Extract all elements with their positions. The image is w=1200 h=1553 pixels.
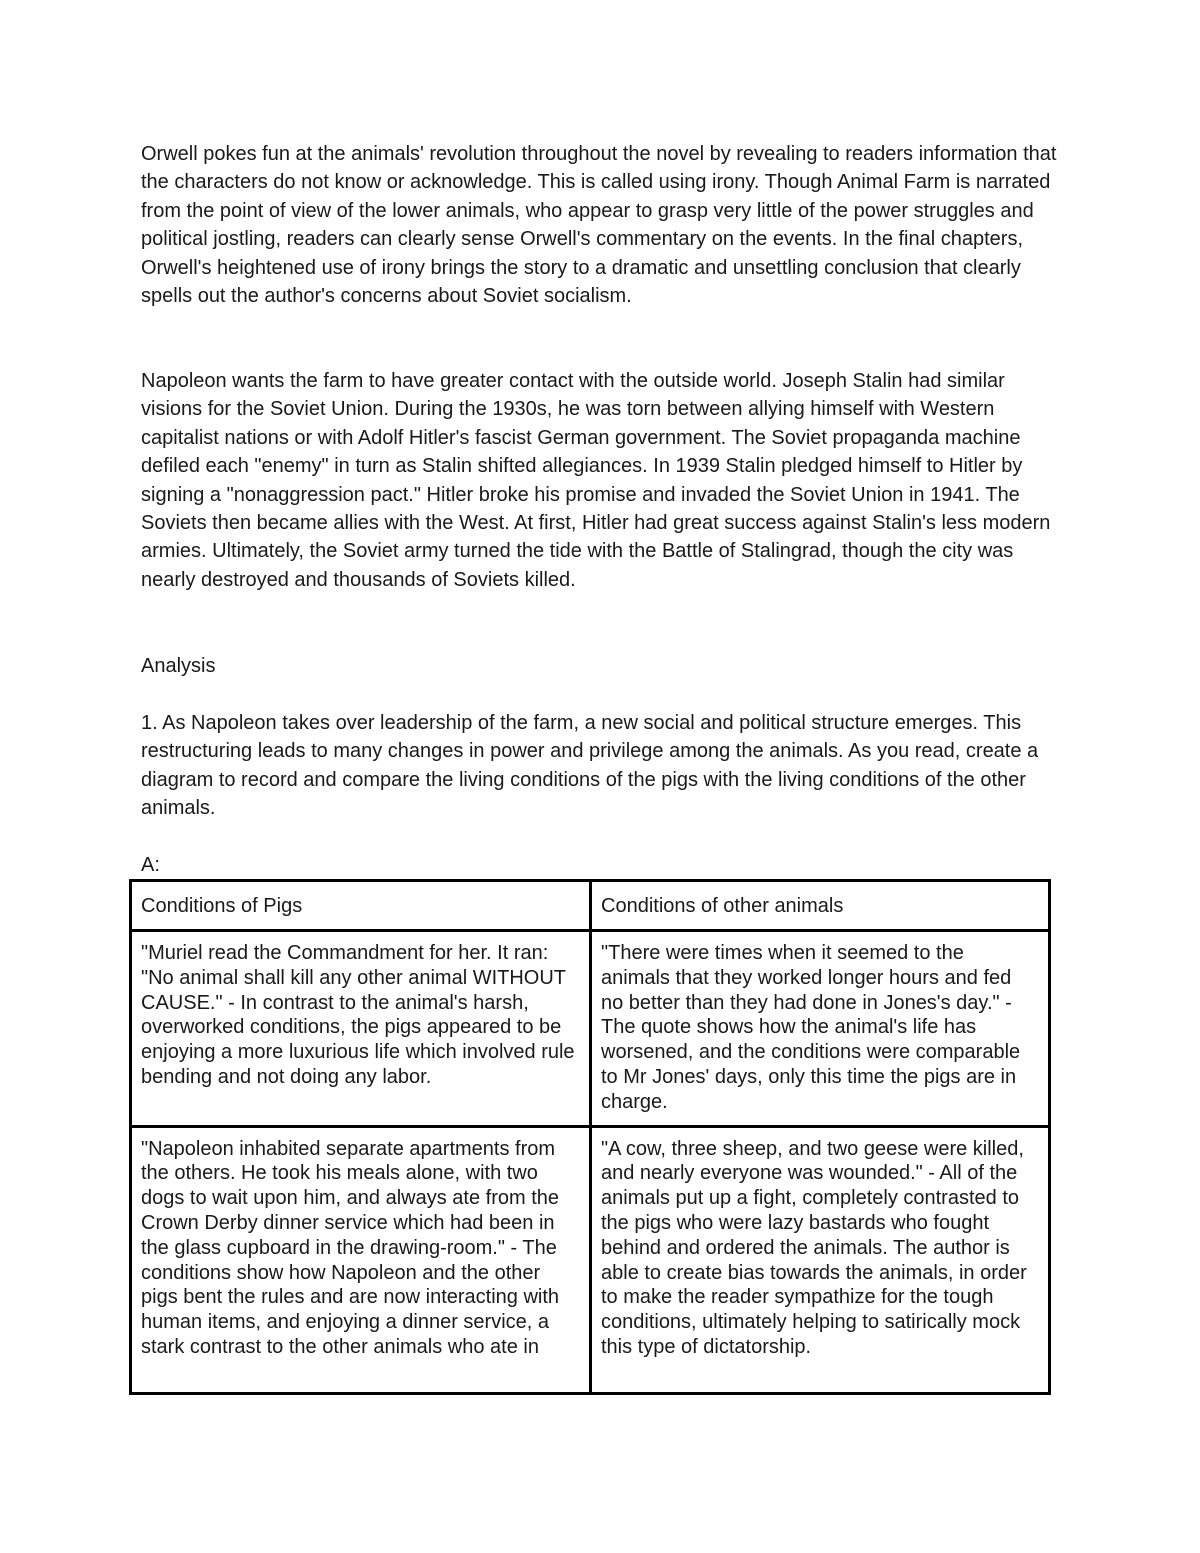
table-cell-others: "There were times when it seemed to the animals that they worked longer hours and fed no better than they had done in Jones's day." - The quote shows how the animal's life has worsened, and the conditions were comparable to Mr Jones' days, only this time the pigs are in charge. xyxy=(591,931,1050,1127)
table-row xyxy=(131,1126,1050,1393)
table-cell-others: "A cow, three sheep, and two geese were killed, and nearly everyone was wounded." - All of the animals put up a fight, completely contrasted to the pigs who were lazy bastards who fought behind and ordered the animals. The author is able to create bias towards the animals, in order to make the reader sympathize for the tough conditions, ultimately helping to satirically mock this type of dictatorship. xyxy=(591,1126,1050,1393)
table-header-row xyxy=(131,881,1050,931)
header-conditions-of-other-animals: Conditions of other animals xyxy=(591,881,1050,931)
table-row xyxy=(131,931,1050,1127)
table-cell-pigs: "Muriel read the Commandment for her. It ran: "No animal shall kill any other animal WITHOUT CAUSE." - In contrast to the animal's harsh, overworked conditions, the pigs appeared to be enjoying a more luxurious life which involved rule bending and not doing any labor. xyxy=(131,931,591,1127)
paragraph-irony: Orwell pokes fun at the animals' revolution throughout the novel by revealing to readers information that the characters do not know or acknowledge. This is called using irony. Though Animal Farm is narrated from the point of view of the lower animals, who appear to grasp very little of the power struggles and political jostling, readers can clearly sense Orwell's commentary on the events. In the final chapters, Orwell's heightened use of irony brings the story to a dramatic and unsettling conclusion that clearly spells out the author's concerns about Soviet socialism. xyxy=(141,143,1057,308)
question-1: 1. As Napoleon takes over leadership of the farm, a new social and political structure emerges. This restructuring leads to many changes in power and privilege among the animals. As you read, create a diagram to record and compare the living conditions of the pigs with the living conditions of the other animals. xyxy=(141,712,1039,820)
analysis-heading: Analysis xyxy=(141,655,216,677)
table-cell-pigs: "Napoleon inhabited separate apartments from the others. He took his meals alone, with two dogs to wait upon him, and always ate from the Crown Derby dinner service which had been in the glass cupboard in the drawing-room." - The conditions show how Napoleon and the other pigs bent the rules and are now interacting with human items, and enjoying a dinner service, a stark contrast to the other animals who ate in xyxy=(131,1126,591,1393)
answer-label: A: xyxy=(141,854,160,876)
conditions-table xyxy=(129,879,1051,1395)
paragraph-stalin: Napoleon wants the farm to have greater contact with the outside world. Joseph Stalin had similar visions for the Soviet Union. During the 1930s, he was torn between allying himself with Western capitalist nations or with Adolf Hitler's fascist German government. The Soviet propaganda machine defiled each "enemy" in turn as Stalin shifted allegiances. In 1939 Stalin pledged himself to Hitler by signing a "nonaggression pact." Hitler broke his promise and invaded the Soviet Union in 1941. The Soviets then became allies with the West. At first, Hitler had great success against Stalin's less modern armies. Ultimately, the Soviet army turned the tide with the Battle of Stalingrad, though the city was nearly destroyed and thousands of Soviets killed. xyxy=(141,370,1051,591)
header-conditions-of-pigs: Conditions of Pigs xyxy=(131,881,591,931)
